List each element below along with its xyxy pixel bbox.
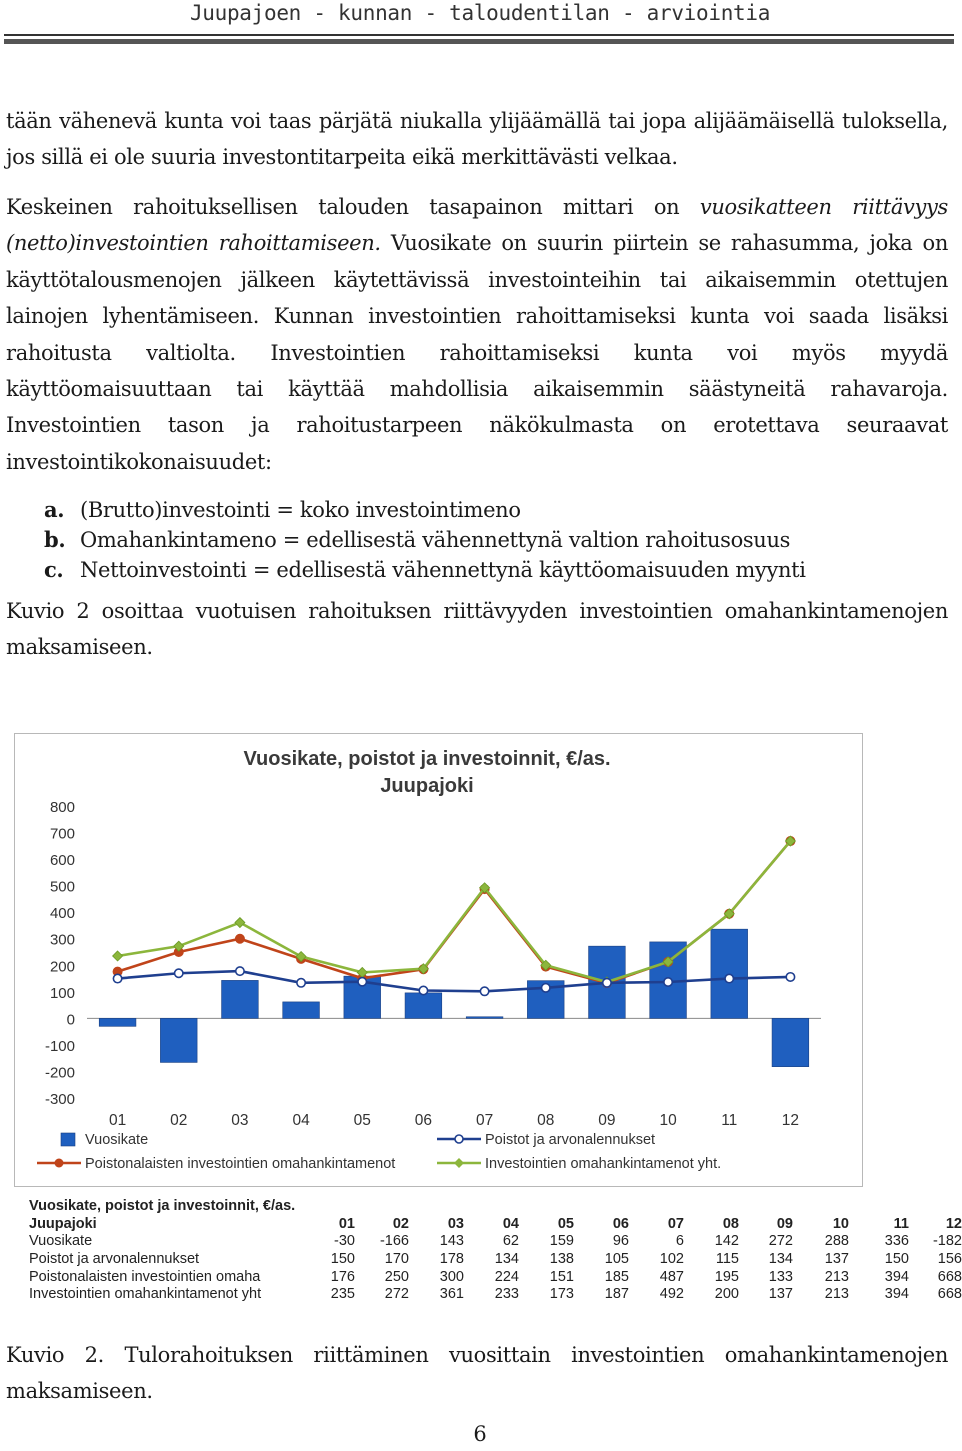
table-cell: 668 (937, 1286, 962, 1303)
table-cell: 137 (824, 1251, 849, 1268)
table-cell: 185 (604, 1268, 629, 1285)
x-tick-label: 02 (170, 1112, 188, 1129)
y-tick-label: 700 (49, 825, 75, 843)
x-tick-label: 07 (475, 1112, 494, 1129)
table-column-header: 03 (447, 1215, 464, 1232)
table-row (29, 1268, 962, 1287)
table-title-row (29, 1198, 939, 1216)
table-cell: 173 (549, 1286, 574, 1303)
list-item-text: Omahankintameno = edellisestä vähennettynä valtion rahoitusosuus (80, 528, 791, 552)
table-cell: 213 (824, 1286, 849, 1303)
series-line (118, 841, 791, 983)
y-tick-label: 800 (49, 799, 75, 816)
table-cell: 200 (714, 1286, 739, 1303)
bar (160, 1018, 197, 1062)
list-item (44, 495, 806, 525)
table-cell: 300 (439, 1268, 464, 1285)
table-cell: 134 (768, 1251, 793, 1268)
data-point-circle (113, 974, 121, 982)
paragraph-3-text: Kuvio 2 osoittaa vuotuisen rahoituksen riittävyyden investointien omahankintamenojen maksamiseen. (6, 599, 948, 660)
list-item-label: b. (44, 527, 66, 552)
legend-marker (454, 1158, 464, 1168)
legend-label: Poistonalaisten investointien omahankintamenot (85, 1156, 396, 1172)
y-tick-label: 0 (66, 1011, 75, 1029)
table-cell: 151 (549, 1268, 574, 1285)
list-item-label: c. (44, 557, 64, 582)
table-column-header: 07 (667, 1215, 684, 1232)
table-column-header: 08 (722, 1215, 739, 1232)
paragraph-2-rest: Vuosikate on suurin piirtein se rahasumma, joka on käyttötalousmenojen jälkeen käytettävissä investointeihin tai aikaisemmin otettujen lainojen lyhentämiseen. Kunnan investointien rahoittamiseksi kunta voi saada lisäksi rahoitusta valtiolta. Investointien rahoittamiseksi kunta voi myös myydä käyttöomaisuuttaan tai käyttää mahdollisia aikaisemmin säästyneitä rahavaroja. Investointien tason ja rahoitustarpeen näkökulmasta on erotettava seuraavat investointikokonaisuudet: (6, 231, 948, 474)
y-tick-label: 500 (49, 878, 75, 896)
x-tick-label: 01 (108, 1112, 127, 1129)
table-column-header: 05 (557, 1215, 574, 1232)
x-tick-label: 03 (231, 1112, 249, 1129)
table-column-header: 04 (502, 1215, 519, 1232)
y-tick-label: -300 (44, 1091, 75, 1108)
table-cell: 150 (330, 1251, 355, 1268)
table-title: Vuosikate, poistot ja investoinnit, €/as. (29, 1198, 296, 1214)
table-cell: 272 (768, 1233, 793, 1250)
y-tick-label: -100 (44, 1037, 75, 1055)
bar (772, 1018, 809, 1066)
header-rule-thick (4, 39, 954, 44)
legend-label: Poistot ja arvonalennukset (485, 1132, 656, 1148)
table-cell: 142 (714, 1233, 739, 1250)
table-cell: 187 (604, 1286, 629, 1303)
data-point-diamond (113, 951, 123, 961)
data-point-circle (175, 969, 183, 977)
table-cell: 235 (330, 1286, 355, 1303)
table-cell: 156 (937, 1251, 962, 1268)
x-tick-label: 06 (414, 1112, 433, 1129)
table-cell: 361 (439, 1286, 464, 1303)
table-cell: 133 (768, 1268, 793, 1285)
table-column-header: 09 (776, 1215, 793, 1232)
table-column-header: 02 (392, 1215, 409, 1232)
table-cell: 96 (612, 1233, 629, 1250)
table-cell: 178 (439, 1251, 464, 1268)
x-tick-label: 11 (721, 1112, 738, 1129)
y-tick-label: 300 (49, 931, 75, 949)
table-cell: 213 (824, 1268, 849, 1285)
list-item-label: a. (44, 497, 65, 522)
page-number: 6 (473, 1422, 487, 1446)
data-table (29, 1198, 962, 1304)
bar (405, 993, 442, 1018)
table-cell: 224 (494, 1268, 519, 1285)
figure-caption: Kuvio 2. Tulorahoituksen riittäminen vuosittain investointien omahankintamenojen maksamiseen. (6, 1343, 948, 1404)
bar (99, 1018, 136, 1026)
data-point-dot (235, 934, 244, 943)
table-cell: 150 (884, 1251, 909, 1268)
paragraph-1-text: tään vähenevä kunta voi taas pärjätä niukalla ylijäämällä tai jopa alijäämäisellä tuloksella, jos sillä ei ole suuria investontitarpeita eikä merkittävästi velkaa. (6, 109, 948, 170)
table-cell: 137 (768, 1286, 793, 1303)
paragraph-2-italic: vuosikatteen riittävyys (netto)investointien rahoittamiseen. (6, 195, 948, 256)
bar (222, 980, 259, 1018)
legend-label: Vuosikate (85, 1132, 149, 1148)
x-tick-label: 09 (598, 1112, 616, 1129)
data-point-circle (236, 967, 244, 975)
data-point-circle (419, 986, 427, 994)
page-header: Juupajoen - kunnan - taloudentilan - arviointia (189, 1, 771, 25)
y-tick-label: 600 (49, 852, 75, 870)
y-tick-label: 200 (49, 958, 75, 976)
table-cell: -182 (932, 1233, 962, 1250)
legend-label: Investointien omahankintamenot yht. (485, 1156, 722, 1172)
table-cell: 62 (502, 1233, 519, 1250)
table-cell: 233 (494, 1286, 519, 1303)
table-header-row (29, 1215, 962, 1234)
chart-title: Vuosikate, poistot ja investoinnit, €/as. (243, 748, 611, 770)
list-item (44, 555, 806, 585)
chart-frame (14, 733, 863, 1187)
data-point-circle (664, 978, 672, 986)
table-cell: 272 (384, 1286, 409, 1303)
table-column-header: 10 (832, 1215, 849, 1232)
table-cell: 288 (824, 1233, 849, 1250)
table-row-label: Vuosikate (29, 1233, 93, 1250)
paragraph-2 (6, 189, 948, 480)
table-cell: 394 (884, 1286, 909, 1303)
table-cell: -166 (379, 1233, 409, 1250)
table-cell: -30 (334, 1233, 355, 1250)
table-cell: 394 (884, 1268, 909, 1285)
table-cell: 134 (494, 1251, 519, 1268)
table-row-label: Investointien omahankintamenot yht (29, 1286, 262, 1303)
table-row (29, 1233, 962, 1251)
table-cell: 159 (549, 1233, 574, 1250)
investment-definition-list (44, 495, 806, 585)
table-cell: 176 (330, 1268, 355, 1285)
table-row (29, 1286, 962, 1304)
table-cell: 250 (384, 1268, 409, 1285)
table-cell: 336 (884, 1233, 909, 1250)
table-row-label: Poistonalaisten investointien omaha (29, 1268, 261, 1285)
x-tick-label: 05 (353, 1112, 371, 1129)
paragraph-3 (6, 593, 948, 666)
table-cell: 115 (715, 1251, 739, 1268)
table-column-header: 01 (338, 1215, 355, 1232)
data-point-circle (786, 973, 794, 981)
header-rule-thin (4, 34, 954, 36)
data-point-diamond (235, 918, 245, 928)
table-column-header: 06 (612, 1215, 629, 1232)
table-cell: 492 (659, 1286, 684, 1303)
table-subtitle: Juupajoki (29, 1215, 97, 1232)
x-tick-label: 04 (292, 1112, 310, 1129)
table-cell: 102 (659, 1251, 684, 1268)
legend-marker (55, 1159, 64, 1168)
data-point-circle (297, 979, 305, 987)
y-tick-label: 400 (49, 905, 75, 923)
list-item-text: Nettoinvestointi = edellisestä vähennettynä käyttöomaisuuden myynti (80, 558, 806, 582)
x-tick-label: 08 (537, 1112, 555, 1129)
series-line (118, 841, 791, 982)
table-row-label: Poistot ja arvonalennukset (29, 1251, 200, 1268)
table-cell: 6 (675, 1233, 684, 1250)
series-line (118, 971, 791, 991)
data-point-circle (358, 978, 366, 986)
bar (466, 1017, 503, 1019)
paragraph-2-start: Keskeinen rahoituksellisen talouden tasapainon mittari on (6, 195, 700, 219)
table-cell: 195 (714, 1268, 739, 1285)
list-item-text: (Brutto)investointi = koko investointimeno (80, 498, 521, 522)
y-tick-label: -200 (44, 1064, 75, 1082)
table-cell: 105 (604, 1251, 629, 1268)
x-tick-label: 10 (659, 1112, 677, 1129)
table-row (29, 1251, 962, 1269)
combo-chart (15, 734, 862, 1186)
table-column-header: 12 (945, 1215, 962, 1232)
table-cell: 487 (659, 1268, 684, 1285)
table-column-header: 11 (893, 1215, 909, 1232)
data-point-circle (480, 987, 488, 995)
list-item (44, 525, 806, 555)
legend-swatch-bar (61, 1133, 75, 1146)
data-point-circle (725, 974, 733, 982)
table-cell: 668 (937, 1268, 962, 1285)
bar (283, 1002, 320, 1018)
table-cell: 143 (439, 1233, 464, 1250)
y-tick-label: 100 (49, 984, 75, 1002)
legend-marker (455, 1135, 463, 1143)
paragraph-1 (6, 103, 948, 176)
chart-subtitle: Juupajoki (380, 775, 474, 797)
table-cell: 138 (549, 1251, 574, 1268)
x-tick-label: 12 (781, 1112, 800, 1129)
data-point-circle (542, 984, 550, 992)
table-cell: 170 (384, 1251, 409, 1268)
data-point-circle (603, 979, 611, 987)
